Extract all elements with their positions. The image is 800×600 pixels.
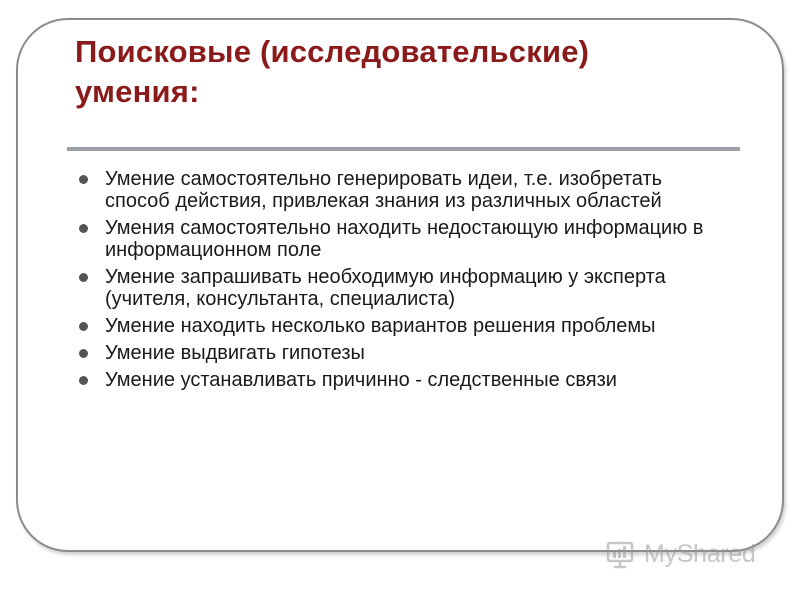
- bullet-list: [78, 168, 718, 396]
- list-item: [78, 217, 718, 261]
- slide-title-line-1: Поисковые (исследовательские): [75, 34, 590, 69]
- bullet-dot-icon: [79, 175, 88, 184]
- list-item: [78, 168, 718, 212]
- list-item: [78, 369, 718, 391]
- list-item-text: Умение выдвигать гипотезы: [105, 342, 365, 364]
- bullet-dot-icon: [79, 349, 88, 358]
- slide-title: [75, 32, 735, 112]
- myshared-logo-icon: [606, 539, 638, 569]
- list-item-text: Умение самостоятельно генерировать идеи, т.е. изобретать способ действия, привлекая знания из различных областей: [105, 168, 663, 212]
- title-divider: [67, 147, 740, 151]
- bullet-dot-icon: [79, 376, 88, 385]
- list-item: [78, 342, 718, 364]
- bullet-dot-icon: [79, 322, 88, 331]
- watermark: [606, 536, 756, 572]
- list-item: [78, 266, 718, 310]
- list-item-text: Умения самостоятельно находить недостающую информацию в информационном поле: [105, 217, 704, 261]
- list-item: [78, 315, 718, 337]
- watermark-text: MyShared: [644, 539, 756, 568]
- bullet-dot-icon: [79, 273, 88, 282]
- list-item-text: Умение находить несколько вариантов решения проблемы: [105, 315, 656, 337]
- bullet-dot-icon: [79, 224, 88, 233]
- list-item-text: Умение запрашивать необходимую информацию у эксперта (учителя, консультанта, специалиста): [105, 266, 666, 310]
- slide-title-line-2: умения:: [75, 74, 200, 109]
- list-item-text: Умение устанавливать причинно - следственные связи: [105, 369, 617, 391]
